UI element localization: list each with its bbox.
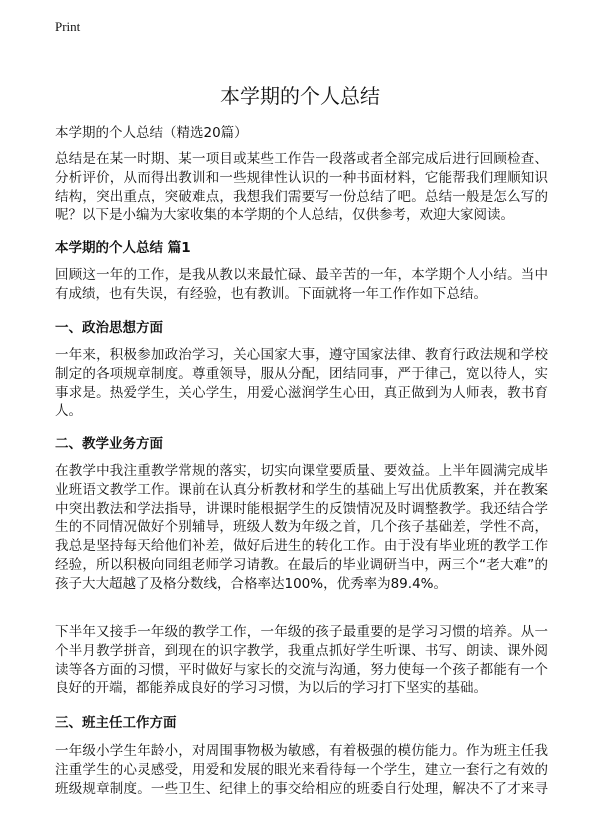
page-title: 本学期的个人总结	[220, 84, 380, 108]
text-line: 一年级小学生年龄小，对周围事物极为敏感，有着极强的模仿能力。作为班主任我	[55, 743, 548, 759]
text-line: 分析评价，从而得出教训和一些规律性认识的一种书面材料，它能帮我们理顺知识	[55, 169, 548, 186]
subtitle: 本学期的个人总结（精选20篇）	[55, 125, 248, 141]
text-line: 生的不同情况做好个别辅导，班级人数为年级之首，几个孩子基础差，学性不高，	[55, 519, 548, 536]
text-line: 制定的各项规章制度。尊重领导，服从分配，团结同事，严于律己，宽以待人，实	[55, 365, 548, 382]
text-line: 有成绩，也有失误，有经验，也有教训。下面就将一年工作作如下总结。	[55, 285, 487, 302]
review-paragraph	[55, 266, 548, 304]
text-line: 我总是坚持每天给他们补差，做好后进生的转化工作。由于没有毕业班的教学工作	[55, 538, 548, 555]
text-line: 在教学中我注重教学常规的落实，切实向课堂要质量、要效益。上半年圆满完成毕	[55, 463, 548, 479]
text-line: 班级规章制度。一些卫生、纪律上的事交给相应的班委自行处理，解决不了才来寻	[55, 780, 548, 797]
text-line: 注重学生的心灵感受，用爱和发展的眼光来看待每一个学生，建立一套行之有效的	[55, 761, 548, 778]
teaching-paragraph-2	[55, 623, 548, 698]
article-heading: 本学期的个人总结 篇1	[55, 240, 191, 256]
text-line: 一年来，积极参加政治学习，关心国家大事，遵守国家法律、教育行政法规和学校	[55, 347, 548, 363]
text-line: 中突出教法和学法指导，讲课时能根据学生的反馈情况及时调整教学。我还结合学	[55, 500, 548, 517]
section-heading-politics: 一、政治思想方面	[55, 320, 163, 336]
section-heading-class: 三、班主任工作方面	[55, 715, 177, 731]
intro-paragraph	[55, 150, 548, 225]
text-line: 下半年又接手一年级的教学工作，一年级的孩子最重要的是学习习惯的培养。从一	[55, 624, 548, 640]
text-line: 孩子大大超越了及格分数线，合格率达100%，优秀率为89.4%。	[55, 575, 447, 592]
print-link[interactable]: Print	[55, 19, 81, 34]
class-paragraph	[55, 742, 548, 798]
text-line: 读等各方面的习惯，平时做好与家长的交流与沟通，努力使每一个孩子都能有一个	[55, 661, 548, 678]
text-line: 经验，所以积极向同组老师学习请教。在最后的毕业调研当中，两三个“老大难”的	[55, 556, 548, 573]
text-line: 个半月教学拼音，到现在的识字教学，我重点抓好学生听课、书写、朗读、课外阅	[55, 642, 548, 659]
text-line: 总结是在某一时期、某一项目或某些工作告一段落或者全部完成后进行回顾检查、	[55, 151, 548, 167]
politics-paragraph	[55, 346, 548, 421]
text-line: 人。	[55, 403, 82, 420]
text-line: 业班语文教学工作。课前在认真分析教材和学生的基础上写出优质教案，并在教案	[55, 481, 548, 498]
section-heading-teaching: 二、教学业务方面	[55, 436, 163, 452]
text-line: 事求是。热爱学生，关心学生，用爱心滋润学生心田，真正做到为人师表，教书育	[55, 384, 548, 401]
text-line: 回顾这一年的工作，是我从教以来最忙碌、最辛苦的一年，本学期个人小结。当中	[55, 267, 548, 283]
text-line: 呢？以下是小编为大家收集的本学期的个人总结，仅供参考，欢迎大家阅读。	[55, 207, 514, 224]
text-line: 结构，突出重点，突破难点，我想我们需要写一份总结了吧。总结一般是怎么写的	[55, 188, 548, 205]
text-line: 良好的开端，都能养成良好的学习习惯，为以后的学习打下坚实的基础。	[55, 680, 487, 697]
teaching-paragraph-1	[55, 462, 548, 594]
